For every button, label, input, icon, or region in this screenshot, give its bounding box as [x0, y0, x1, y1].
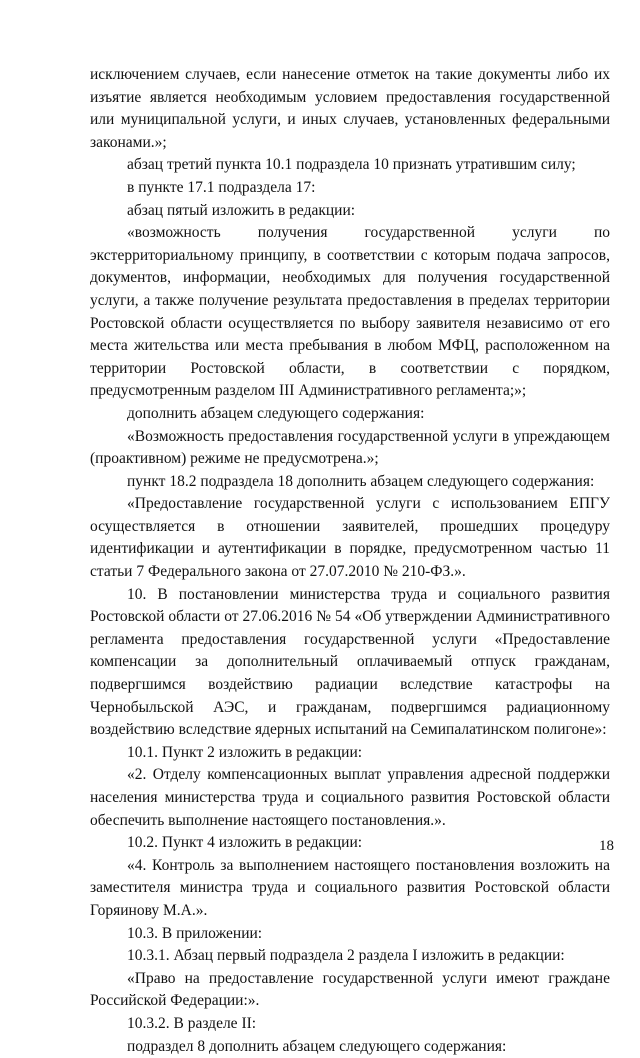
- paragraph: 10. В постановлении министерства труда и социального развития Ростовской области от 27.06.2016 № 54 «Об утверждении Административного регламента предоставления государственной услуги «Предоставление компенсации за дополнительный оплачиваемый отпуск гражданам, подвергшимся воздействию радиации вследствие катастрофы на Чернобыльской АЭС, и гражданам, подвергшимся радиационному воздействию вследствие ядерных испытаний на Семипалатинском полигоне»:: [90, 585, 610, 739]
- paragraph: «4. Контроль за выполнением настоящего постановления возложить на заместителя министра труда и социального развития Ростовской области Горяинову М.А.».: [90, 856, 610, 919]
- paragraph: абзац третий пункта 10.1 подраздела 10 признать утратившим силу;: [127, 156, 576, 174]
- paragraph: 10.3. В приложении:: [127, 924, 263, 942]
- paragraph: в пункте 17.1 подраздела 17:: [127, 178, 316, 196]
- paragraph: абзац пятый изложить в редакции:: [127, 201, 356, 219]
- paragraph: «Право на предоставление государственной услуги имеют граждане Российской Федерации:».: [90, 969, 610, 1010]
- paragraph: «Возможность предоставления государственной услуги в упреждающем (проактивном) режиме не предусмотрена.»;: [90, 427, 610, 468]
- paragraph: «возможность получения государственной услуги по экстерриториальному принципу, в соответствии с которым подача запросов, документов, информации, необходимых для получения государственной услуги, а также получение результата предоставления в пределах территории Ростовской области осуществляется по выбору заявителя независимо от его места жительства или места пребывания в любом МФЦ, расположенном на территории Ростовской области, в соответствии с порядком, предусмотренным разделом III Административного регламента;»;: [90, 224, 610, 400]
- document-body: [90, 64, 610, 1058]
- paragraph: 10.2. Пункт 4 изложить в редакции:: [127, 834, 363, 852]
- paragraph: 10.3.2. В разделе II:: [127, 1014, 257, 1032]
- paragraph: пункт 18.2 подраздела 18 дополнить абзацем следующего содержания:: [127, 472, 595, 490]
- paragraph: дополнить абзацем следующего содержания:: [127, 404, 425, 422]
- paragraph: «Предоставление государственной услуги с использованием ЕПГУ осуществляется в отношении заявителей, прошедших процедуру идентификации и аутентификации в порядке, предусмотренном частью 11 статьи 7 Федерального закона от 27.07.2010 № 210-ФЗ.».: [90, 495, 610, 581]
- paragraph: 10.1. Пункт 2 изложить в редакции:: [127, 743, 363, 761]
- paragraph: 10.3.1. Абзац первый подраздела 2 раздела I изложить в редакции:: [127, 947, 565, 965]
- paragraph: «2. Отделу компенсационных выплат управления адресной поддержки населения министерства труда и социального развития Ростовской области обеспечить выполнение настоящего постановления.».: [90, 766, 610, 829]
- paragraph: исключением случаев, если нанесение отметок на такие документы либо их изъятие является необходимым условием предоставления государственной или муниципальной услуги, и иных случаев, установленных федеральными законами.»;: [90, 66, 610, 151]
- paragraph: подраздел 8 дополнить абзацем следующего содержания:: [127, 1037, 507, 1055]
- page-number: 18: [599, 838, 614, 854]
